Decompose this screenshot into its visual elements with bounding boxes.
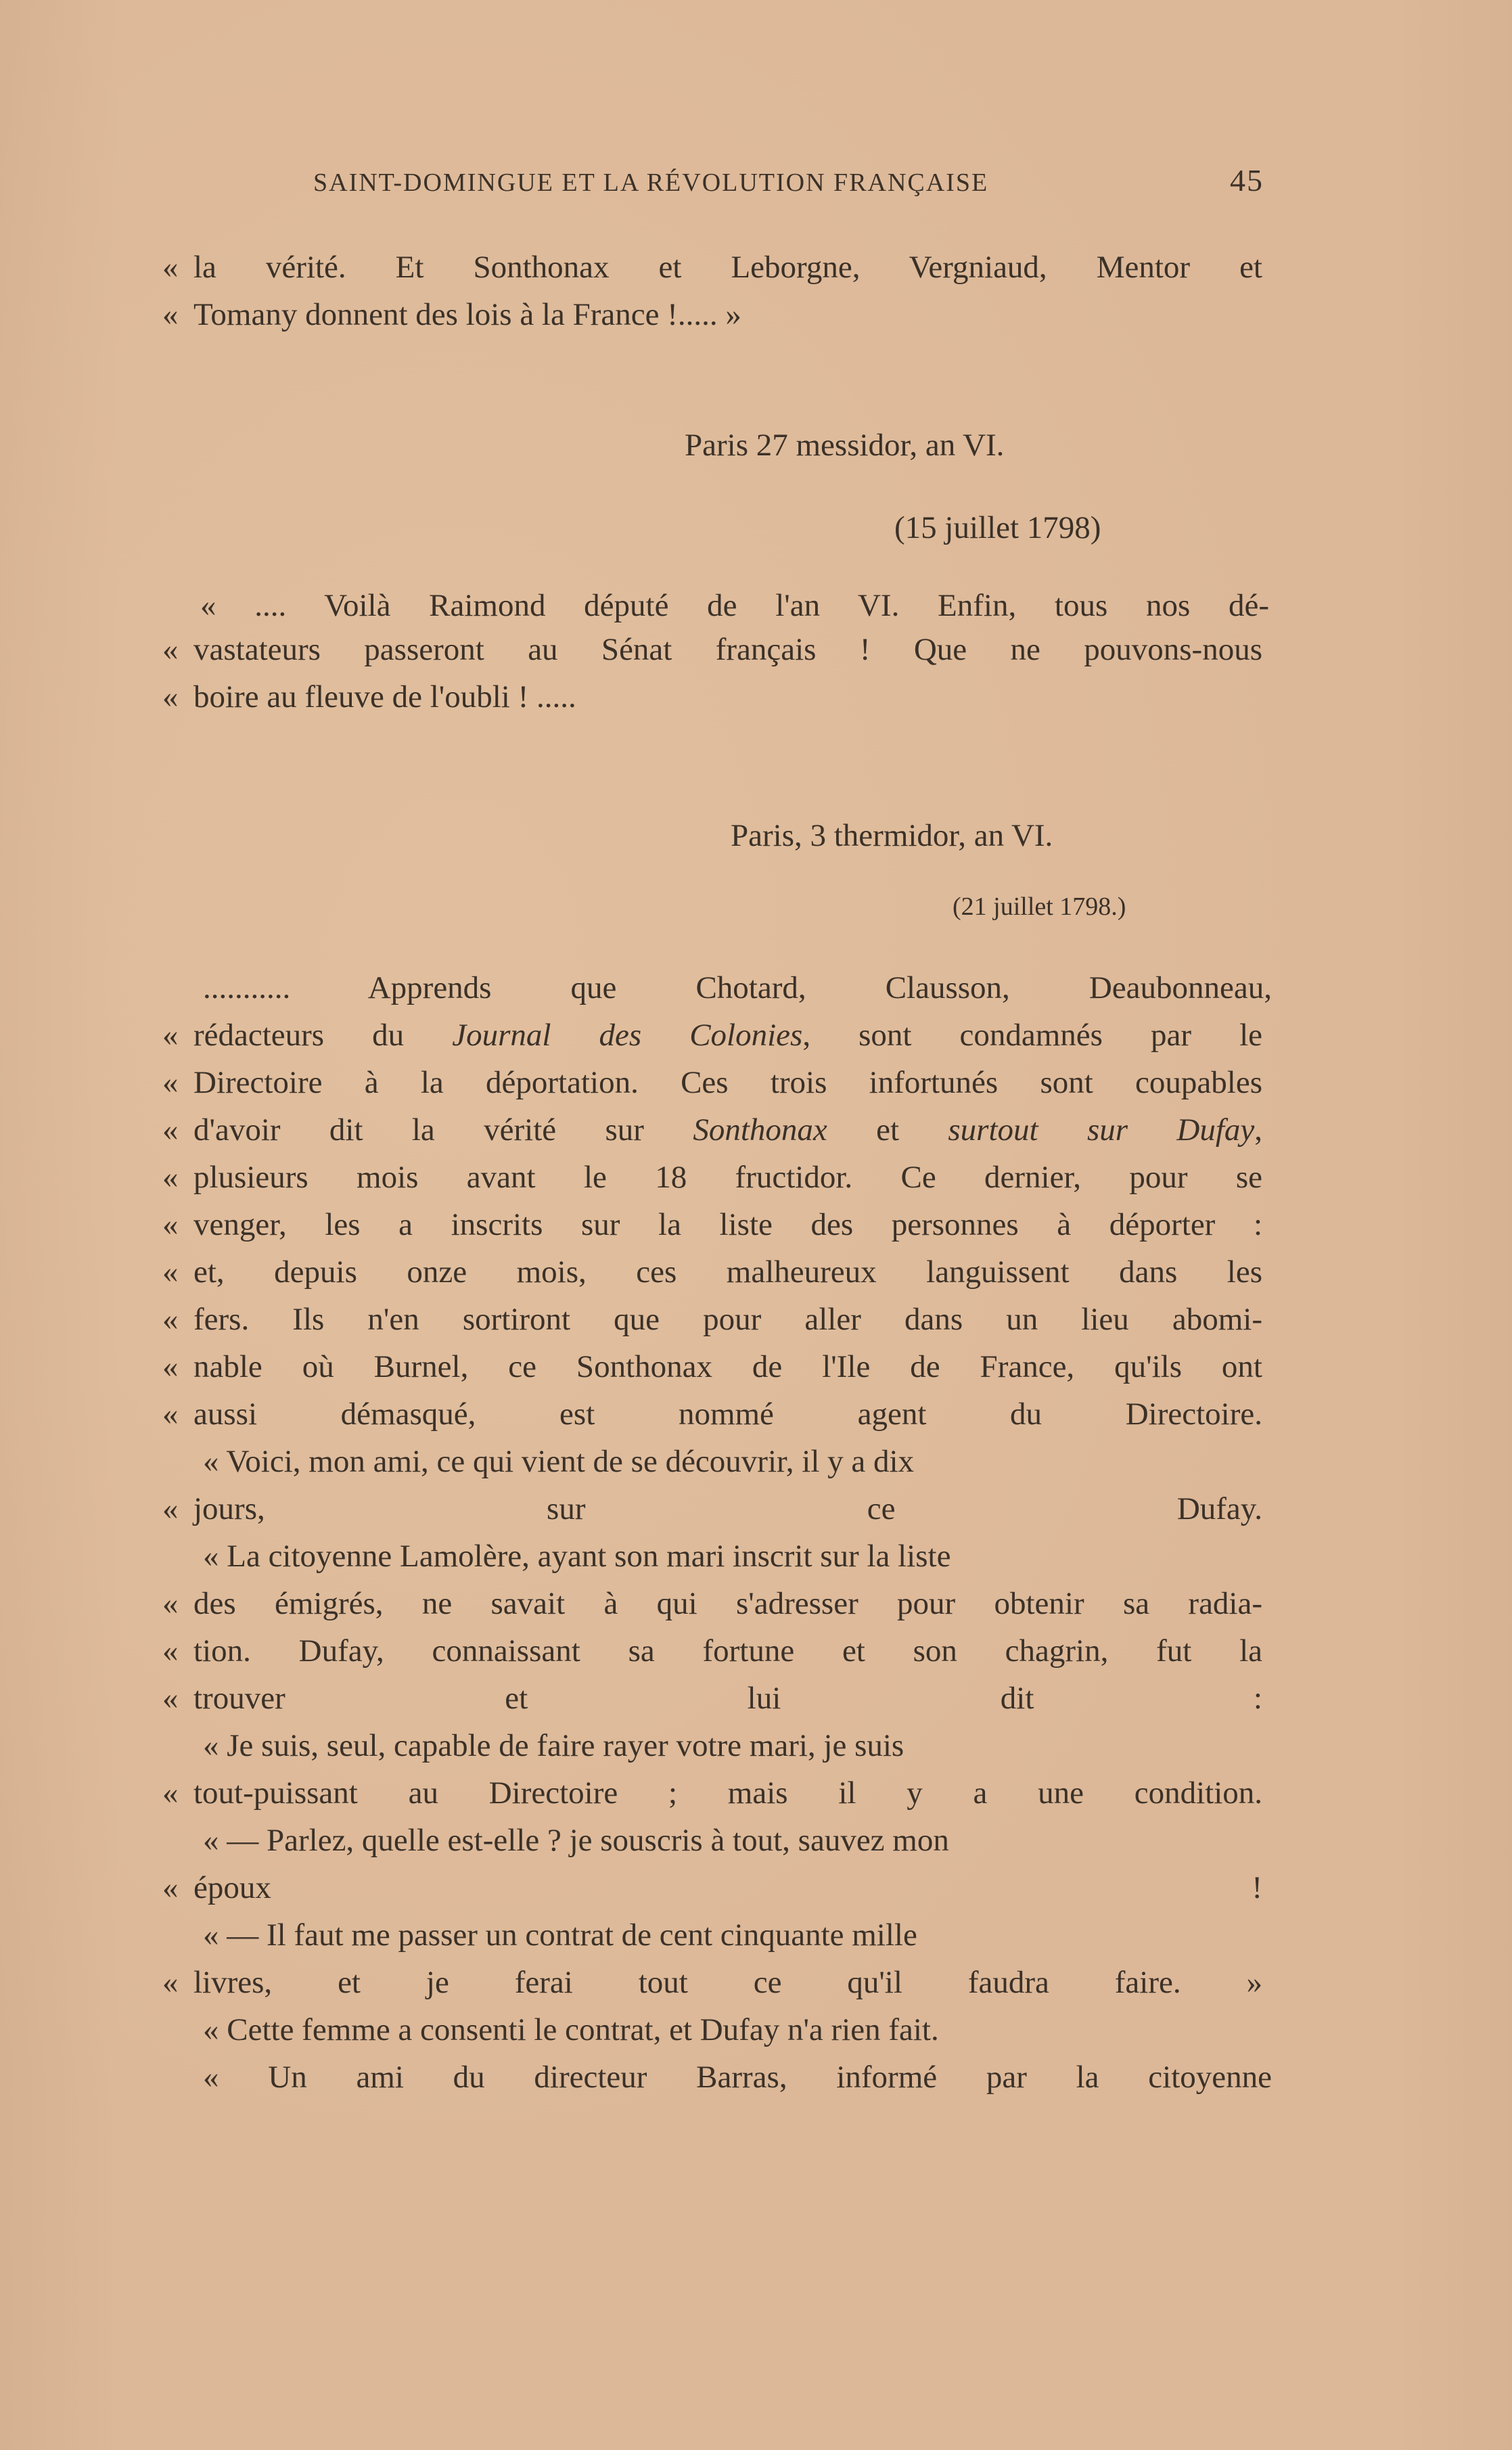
- quote-mark: «: [162, 1965, 179, 2000]
- line-text: [193, 1015, 1262, 1056]
- quote-mark: «: [162, 1681, 179, 1716]
- quote-mark: «: [162, 1254, 179, 1290]
- quote-mark: «: [162, 1586, 179, 1621]
- running-header: [313, 162, 1264, 198]
- text-run: et: [827, 1112, 948, 1148]
- line-text: des émigrés, ne savait à qui s'adresser pour obtenir sa radia-: [193, 1586, 1262, 1621]
- line-text: et, depuis onze mois, ces malheureux languissent dans les: [193, 1254, 1262, 1290]
- running-title: SAINT-DOMINGUE ET LA RÉVOLUTION FRANÇAISE: [313, 168, 989, 197]
- line-text: trouver et lui dit :: [193, 1681, 1262, 1716]
- line-text: [193, 1110, 1262, 1150]
- italic-phrase: surtout sur Dufay: [948, 1112, 1255, 1148]
- quote-mark: «: [162, 250, 179, 285]
- line-text: venger, les a inscrits sur la liste des personnes à déporter :: [193, 1207, 1262, 1242]
- line-text: jours, sur ce Dufay.: [193, 1491, 1262, 1526]
- line-text: Directoire à la déportation. Ces trois infortunés sont coupables: [193, 1065, 1262, 1100]
- line-text: « .... Voilà Raimond député de l'an VI. Enfin, tous nos dé-: [200, 588, 1269, 623]
- line-text: tion. Dufay, connaissant sa fortune et son chagrin, fut la: [193, 1633, 1262, 1669]
- quote-mark: «: [162, 1349, 179, 1384]
- line-text: « La citoyenne Lamolère, ayant son mari inscrit sur la liste: [203, 1539, 951, 1574]
- quote-mark: «: [162, 1775, 179, 1811]
- quote-mark: «: [162, 1397, 179, 1432]
- line-text: plusieurs mois avant le 18 fructidor. Ce dernier, pour se: [193, 1160, 1262, 1195]
- italic-name: Sonthonax: [693, 1112, 827, 1148]
- quote-mark: «: [162, 1302, 179, 1337]
- text-run: ,: [1254, 1112, 1263, 1148]
- quote-mark: «: [162, 632, 179, 667]
- line-text: livres, et je ferai tout ce qu'il faudra faire. »: [193, 1965, 1262, 2000]
- line-text: « — Parlez, quelle est-elle ? je souscris à tout, sauvez mon: [203, 1823, 949, 1858]
- line-text: tout-puissant au Directoire ; mais il y a une condition.: [193, 1775, 1262, 1811]
- line-text: « Voici, mon ami, ce qui vient de se découvrir, il y a dix: [203, 1444, 915, 1479]
- quote-mark: «: [162, 1112, 179, 1148]
- italic-title: Journal des Colonies: [452, 1018, 803, 1053]
- line-text: « Je suis, seul, capable de faire rayer votre mari, je suis: [203, 1728, 904, 1763]
- dateline-text: Paris, 3 thermidor, an VI.: [731, 818, 1053, 853]
- quote-mark: «: [162, 679, 179, 714]
- line-text: « — Il faut me passer un contrat de cent cinquante mille: [203, 1918, 917, 1953]
- line-text: « Un ami du directeur Barras, informé par la citoyenne: [203, 2060, 1272, 2095]
- dateline-text: Paris 27 messidor, an VI.: [685, 428, 1005, 463]
- quote-mark: «: [162, 1207, 179, 1242]
- quote-mark: «: [162, 1160, 179, 1195]
- line-text: boire au fleuve de l'oubli ! .....: [193, 679, 576, 714]
- line-text: vastateurs passeront au Sénat français ! Que ne pouvons-nous: [193, 632, 1262, 667]
- gregorian-date-text: (15 juillet 1798): [894, 510, 1101, 545]
- quote-mark: «: [162, 297, 179, 332]
- quote-mark: «: [162, 1491, 179, 1526]
- text-run: , sont condamnés par le: [802, 1018, 1262, 1053]
- quote-mark: «: [162, 1065, 179, 1100]
- line-text: aussi démasqué, est nommé agent du Directoire.: [193, 1397, 1262, 1432]
- gregorian-date-text: (21 juillet 1798.): [953, 892, 1126, 921]
- page-number: 45: [1230, 163, 1264, 198]
- line-text: la vérité. Et Sonthonax et Leborgne, Vergniaud, Mentor et: [193, 250, 1262, 285]
- text-run: d'avoir dit la vérité sur: [193, 1112, 693, 1148]
- quote-mark: «: [162, 1633, 179, 1669]
- line-text: ........... Apprends que Chotard, Clausson, Deaubonneau,: [203, 970, 1272, 1005]
- line-text: « Cette femme a consenti le contrat, et Dufay n'a rien fait.: [203, 2012, 939, 2047]
- line-text: fers. Ils n'en sortiront que pour aller dans un lieu abomi-: [193, 1302, 1262, 1337]
- line-text: Tomany donnent des lois à la France !..... »: [193, 297, 741, 332]
- line-text: nable où Burnel, ce Sonthonax de l'Ile de France, qu'ils ont: [193, 1349, 1262, 1384]
- line-text: époux !: [193, 1870, 1262, 1905]
- text-run: rédacteurs du: [193, 1018, 453, 1053]
- quote-mark: «: [162, 1018, 179, 1053]
- quote-mark: «: [162, 1870, 179, 1905]
